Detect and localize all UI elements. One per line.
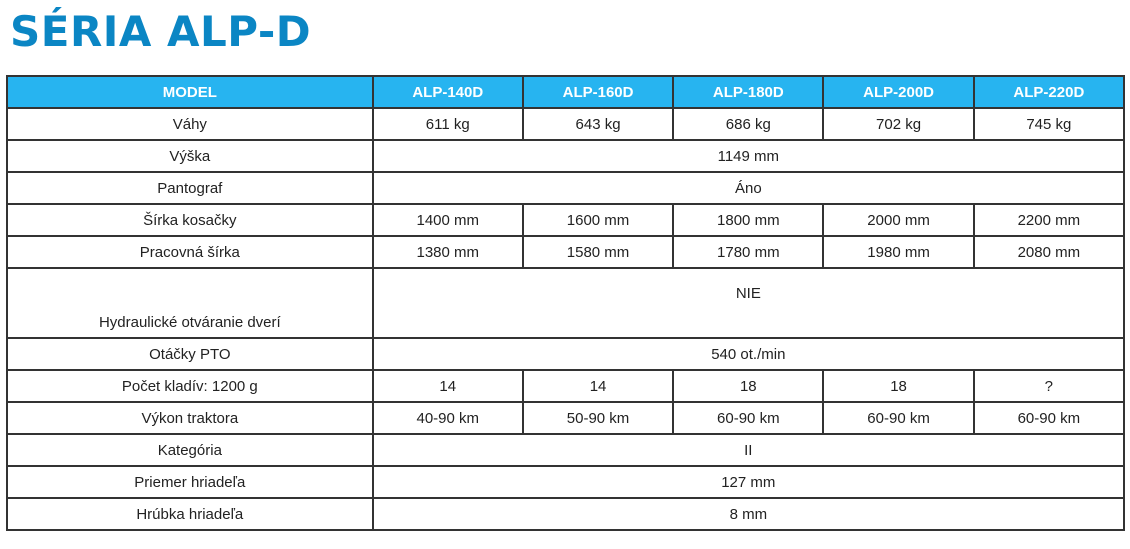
table-cell: 60-90 km: [974, 402, 1124, 434]
row-label: Otáčky PTO: [7, 338, 373, 370]
row-label: Pantograf: [7, 172, 373, 204]
table-cell-span: NIE: [373, 268, 1124, 338]
table-cell: 1800 mm: [673, 204, 823, 236]
row-hammer-count: [7, 370, 1124, 402]
table-cell-span: 540 ot./min: [373, 338, 1124, 370]
row-label: Výkon traktora: [7, 402, 373, 434]
table-cell: 2200 mm: [974, 204, 1124, 236]
table-cell-span: Áno: [373, 172, 1124, 204]
row-shaft-thickness: [7, 498, 1124, 530]
table-cell: 643 kg: [523, 108, 673, 140]
table-cell: 745 kg: [974, 108, 1124, 140]
table-cell: 18: [673, 370, 823, 402]
table-cell: 686 kg: [673, 108, 823, 140]
row-working-width: [7, 236, 1124, 268]
row-category: [7, 434, 1124, 466]
header-model-label: MODEL: [7, 76, 373, 108]
table-cell-span: II: [373, 434, 1124, 466]
header-model-alp-160d: ALP-160D: [523, 76, 673, 108]
table-cell: 60-90 km: [673, 402, 823, 434]
row-label: Kategória: [7, 434, 373, 466]
row-label: Výška: [7, 140, 373, 172]
page-title: SÉRIA ALP-D: [10, 7, 312, 56]
row-pto-speed: [7, 338, 1124, 370]
row-hydraulic-doors: [7, 268, 1124, 338]
table-cell: 60-90 km: [823, 402, 973, 434]
row-height: [7, 140, 1124, 172]
table-cell: 2080 mm: [974, 236, 1124, 268]
table-cell-span: 127 mm: [373, 466, 1124, 498]
header-model-alp-200d: ALP-200D: [823, 76, 973, 108]
table-cell: 1380 mm: [373, 236, 523, 268]
table-cell-span: 1149 mm: [373, 140, 1124, 172]
table-cell: 14: [373, 370, 523, 402]
row-mower-width: [7, 204, 1124, 236]
table-cell: 1580 mm: [523, 236, 673, 268]
table-cell: 14: [523, 370, 673, 402]
table-cell: 1980 mm: [823, 236, 973, 268]
table-cell: 1400 mm: [373, 204, 523, 236]
table-cell: 1600 mm: [523, 204, 673, 236]
table-header-row: [7, 76, 1124, 108]
header-model-alp-180d: ALP-180D: [673, 76, 823, 108]
table-cell: 40-90 km: [373, 402, 523, 434]
row-tractor-power: [7, 402, 1124, 434]
row-label: Počet kladív: 1200 g: [7, 370, 373, 402]
table-cell: 702 kg: [823, 108, 973, 140]
table-cell: 611 kg: [373, 108, 523, 140]
table-cell: 18: [823, 370, 973, 402]
spec-table: [6, 75, 1125, 531]
table-cell: 1780 mm: [673, 236, 823, 268]
row-pantograph: [7, 172, 1124, 204]
row-label: Hydraulické otváranie dverí: [7, 268, 373, 338]
row-label: Pracovná šírka: [7, 236, 373, 268]
row-label: Hrúbka hriadeľa: [7, 498, 373, 530]
table-cell: 2000 mm: [823, 204, 973, 236]
row-weight: [7, 108, 1124, 140]
row-shaft-diameter: [7, 466, 1124, 498]
row-label: Váhy: [7, 108, 373, 140]
row-label: Šírka kosačky: [7, 204, 373, 236]
header-model-alp-140d: ALP-140D: [373, 76, 523, 108]
table-cell: ?: [974, 370, 1124, 402]
header-model-alp-220d: ALP-220D: [974, 76, 1124, 108]
table-cell-span: 8 mm: [373, 498, 1124, 530]
row-label: Priemer hriadeľa: [7, 466, 373, 498]
table-cell: 50-90 km: [523, 402, 673, 434]
